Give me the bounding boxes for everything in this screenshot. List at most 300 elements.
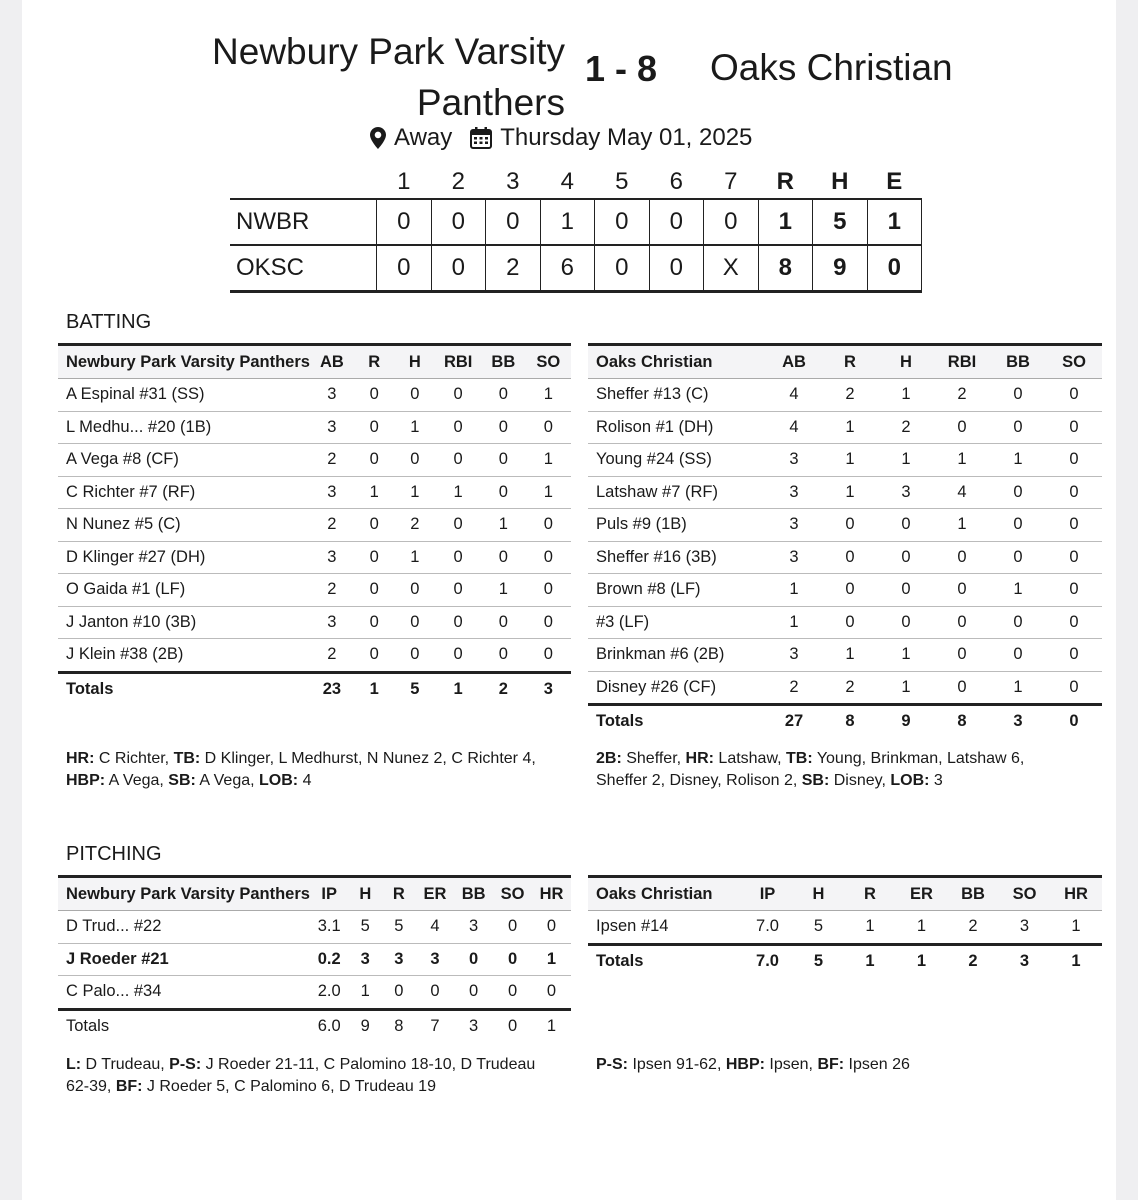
away-pitching-notes xyxy=(596,1054,1066,1076)
stat-cell: 3 xyxy=(766,444,822,477)
player-name: Ipsen #14 xyxy=(588,911,742,945)
column-header: IP xyxy=(310,877,349,911)
stat-cell: 0 xyxy=(354,639,395,673)
away-batting-table xyxy=(588,343,1102,738)
stat-cell: 0 xyxy=(532,976,571,1010)
column-header: HR xyxy=(1050,877,1102,911)
totals-cell: 23 xyxy=(310,672,354,705)
note-text: D Trudeau, xyxy=(81,1056,170,1073)
table-row xyxy=(58,911,571,944)
totals-label: Totals xyxy=(588,944,742,977)
totals-label: Totals xyxy=(58,672,310,705)
column-header: IP xyxy=(742,877,793,911)
table-row xyxy=(58,509,571,542)
stat-cell: 2 xyxy=(822,379,878,412)
stat-cell: 5 xyxy=(348,911,382,944)
totals-cell: 9 xyxy=(348,1009,382,1042)
stat-cell: 2 xyxy=(878,411,934,444)
column-header: AB xyxy=(766,345,822,379)
column-header: H xyxy=(878,345,934,379)
stat-cell: 0 xyxy=(1046,671,1102,705)
stat-cell: 0 xyxy=(526,411,571,444)
stat-cell: 1 xyxy=(990,574,1046,607)
stat-cell: 0 xyxy=(1046,444,1102,477)
line-score-table xyxy=(230,166,922,293)
column-header: R xyxy=(354,345,395,379)
stat-cell: 0 xyxy=(382,976,416,1010)
line-score-row xyxy=(230,245,922,292)
note-text: J Roeder 5, C Palomino 6, D Trudeau 19 xyxy=(142,1078,436,1095)
stat-cell: 0 xyxy=(354,444,395,477)
stat-cell: 0 xyxy=(934,639,990,672)
stat-cell: 1 xyxy=(526,444,571,477)
column-header: Newbury Park Varsity Panthers xyxy=(58,877,310,911)
stat-cell: 0 xyxy=(481,639,526,673)
stat-cell: 1 xyxy=(878,671,934,705)
stat-cell: 1 xyxy=(348,976,382,1010)
column-header: ER xyxy=(416,877,455,911)
column-header: BB xyxy=(454,877,493,911)
home-pitching-table xyxy=(58,875,571,1042)
stat-cell: 2 xyxy=(310,639,354,673)
player-name: Rolison #1 (DH) xyxy=(588,411,766,444)
note-label: L: xyxy=(66,1056,82,1073)
stat-cell: 0 xyxy=(435,509,481,542)
location-text: Away xyxy=(394,124,453,151)
table-header-row xyxy=(58,877,571,911)
player-name: C Palo... #34 xyxy=(58,976,310,1010)
note-text: Ipsen, xyxy=(764,1056,818,1073)
totals-cell: 7.0 xyxy=(742,944,793,977)
table-row xyxy=(58,976,571,1010)
note-label: P-S: xyxy=(169,1056,202,1073)
away-team-name: Oaks Christian xyxy=(710,47,953,88)
stat-cell: 1 xyxy=(934,444,990,477)
note-text: D Klinger, L Medhurst, N Nunez 2, C Richter 4, xyxy=(200,750,536,767)
errors-total: 0 xyxy=(867,245,922,292)
totals-label: Totals xyxy=(58,1009,310,1042)
stat-cell: 0 xyxy=(395,606,436,639)
stat-cell: 0 xyxy=(1046,606,1102,639)
stat-cell: 1 xyxy=(766,606,822,639)
home-batting-notes xyxy=(66,748,556,792)
stat-cell: 1 xyxy=(844,911,896,945)
stat-cell: 0 xyxy=(454,976,493,1010)
stat-cell: 3 xyxy=(382,943,416,976)
inning-score: 0 xyxy=(431,245,486,292)
stat-cell: 2 xyxy=(766,671,822,705)
stat-cell: 0 xyxy=(395,639,436,673)
stat-cell: 0 xyxy=(990,509,1046,542)
column-header: AB xyxy=(310,345,354,379)
stat-cell: 1 xyxy=(532,943,571,976)
note-label: TB: xyxy=(173,750,201,767)
table-row xyxy=(58,444,571,477)
stat-cell: 1 xyxy=(822,639,878,672)
stat-cell: 0 xyxy=(990,379,1046,412)
stat-cell: 0 xyxy=(1046,509,1102,542)
stat-cell: 0 xyxy=(481,541,526,574)
stat-cell: 0 xyxy=(435,411,481,444)
player-name: Puls #9 (1B) xyxy=(588,509,766,542)
table-header-row xyxy=(58,345,571,379)
home-pitching-notes xyxy=(66,1054,556,1098)
home-batting-table xyxy=(58,343,571,705)
stat-cell: 1 xyxy=(395,476,436,509)
column-header: BB xyxy=(990,345,1046,379)
stat-cell: 0 xyxy=(526,574,571,607)
column-header: RBI xyxy=(934,345,990,379)
column-header: R xyxy=(844,877,896,911)
stat-cell: 0 xyxy=(435,639,481,673)
stat-cell: 0 xyxy=(354,574,395,607)
stat-cell: 0 xyxy=(526,541,571,574)
errors-total: 1 xyxy=(867,199,922,245)
note-text: Disney, xyxy=(829,772,891,789)
table-row xyxy=(58,639,571,673)
stat-cell: 0 xyxy=(990,476,1046,509)
note-text: C Richter, xyxy=(94,750,174,767)
note-text: Ipsen 91-62, xyxy=(628,1056,726,1073)
note-text: A Vega, xyxy=(105,772,169,789)
stat-cell: 0 xyxy=(822,509,878,542)
stat-cell: 2 xyxy=(934,379,990,412)
totals-cell: 1 xyxy=(844,944,896,977)
inning-header: 2 xyxy=(451,168,465,195)
stat-cell: 0 xyxy=(822,606,878,639)
stat-cell: 0 xyxy=(822,541,878,574)
stat-cell: 0 xyxy=(435,379,481,412)
note-label: SB: xyxy=(168,772,196,789)
stat-cell: 1 xyxy=(990,444,1046,477)
player-name: Latshaw #7 (RF) xyxy=(588,476,766,509)
totals-label: Totals xyxy=(588,705,766,738)
stat-cell: 0 xyxy=(416,976,455,1010)
stat-cell: 1 xyxy=(481,574,526,607)
totals-cell: 2 xyxy=(481,672,526,705)
stat-cell: 0 xyxy=(481,444,526,477)
column-header: Newbury Park Varsity Panthers xyxy=(58,345,310,379)
calendar-icon xyxy=(470,127,492,149)
stat-cell: 0 xyxy=(878,541,934,574)
stat-cell: 0 xyxy=(395,444,436,477)
note-label: 2B: xyxy=(596,750,622,767)
table-row xyxy=(588,509,1102,542)
errors-header: E xyxy=(886,168,903,195)
totals-cell: 3 xyxy=(999,944,1050,977)
stat-cell: 3 xyxy=(348,943,382,976)
stat-cell: 0 xyxy=(1046,639,1102,672)
table-header-row xyxy=(588,345,1102,379)
column-header: H xyxy=(793,877,844,911)
totals-cell: 2 xyxy=(947,944,999,977)
stat-cell: 0 xyxy=(990,639,1046,672)
stat-cell: 0 xyxy=(526,606,571,639)
totals-cell: 9 xyxy=(878,705,934,738)
totals-cell: 8 xyxy=(822,705,878,738)
stat-cell: 1 xyxy=(878,444,934,477)
inning-header: 5 xyxy=(615,168,629,195)
final-score: 1 - 8 xyxy=(585,48,658,89)
totals-cell: 7 xyxy=(416,1009,455,1042)
column-header: SO xyxy=(999,877,1050,911)
note-label: TB: xyxy=(786,750,813,767)
stat-cell: 1 xyxy=(766,574,822,607)
stat-cell: 2 xyxy=(395,509,436,542)
totals-cell: 1 xyxy=(896,944,947,977)
totals-row xyxy=(588,705,1102,738)
inning-score: 0 xyxy=(486,199,541,245)
column-header: H xyxy=(395,345,436,379)
player-name: C Richter #7 (RF) xyxy=(58,476,310,509)
totals-row xyxy=(588,944,1102,977)
stat-cell: 0 xyxy=(435,606,481,639)
stat-cell: 4 xyxy=(766,411,822,444)
column-header: R xyxy=(822,345,878,379)
stat-cell: 2 xyxy=(310,444,354,477)
totals-row xyxy=(58,672,571,705)
stat-cell: 5 xyxy=(382,911,416,944)
totals-row xyxy=(58,1009,571,1042)
stat-cell: 3 xyxy=(310,606,354,639)
column-header: BB xyxy=(947,877,999,911)
note-text: Sheffer, xyxy=(621,750,686,767)
note-label: HR: xyxy=(685,750,714,767)
stat-cell: 0 xyxy=(934,411,990,444)
totals-cell: 3 xyxy=(454,1009,493,1042)
inning-score: 2 xyxy=(486,245,541,292)
note-label: HR: xyxy=(66,750,95,767)
stat-cell: 1 xyxy=(822,444,878,477)
player-name: D Klinger #27 (DH) xyxy=(58,541,310,574)
player-name: A Espinal #31 (SS) xyxy=(58,379,310,412)
table-row xyxy=(588,541,1102,574)
stat-cell: 0 xyxy=(934,671,990,705)
line-score-header xyxy=(230,166,922,199)
note-label: HBP: xyxy=(66,772,106,789)
column-header: Oaks Christian xyxy=(588,345,766,379)
line-score-row xyxy=(230,199,922,245)
stat-cell: 1 xyxy=(435,476,481,509)
table-row xyxy=(588,444,1102,477)
stat-cell: 4 xyxy=(416,911,455,944)
stat-cell: 0 xyxy=(1046,411,1102,444)
runs-total: 8 xyxy=(758,245,813,292)
stat-cell: 0 xyxy=(526,509,571,542)
stat-cell: 1 xyxy=(481,509,526,542)
stat-cell: 0 xyxy=(493,976,532,1010)
stat-cell: 4 xyxy=(934,476,990,509)
inning-header: 1 xyxy=(397,168,411,195)
date-group xyxy=(470,124,752,152)
stat-cell: 0 xyxy=(878,509,934,542)
date-text: Thursday May 01, 2025 xyxy=(500,124,753,151)
stat-cell: 2 xyxy=(310,509,354,542)
stat-cell: 0.2 xyxy=(310,943,349,976)
stat-cell: 1 xyxy=(395,411,436,444)
batting-section-title: BATTING xyxy=(66,311,152,333)
totals-cell: 3 xyxy=(990,705,1046,738)
hits-header: H xyxy=(831,168,849,195)
stat-cell: 1 xyxy=(878,379,934,412)
column-header: BB xyxy=(481,345,526,379)
inning-header: 3 xyxy=(506,168,520,195)
stat-cell: 0 xyxy=(822,574,878,607)
stat-cell: 0 xyxy=(990,541,1046,574)
player-name: Brinkman #6 (2B) xyxy=(588,639,766,672)
stat-cell: 2 xyxy=(310,574,354,607)
stat-cell: 3 xyxy=(766,509,822,542)
stat-cell: 0 xyxy=(1046,476,1102,509)
note-text: Young, Brinkman, Latshaw 6, Sheffer 2, Disney, Rolison 2, xyxy=(596,750,1025,789)
column-header: HR xyxy=(532,877,571,911)
stat-cell: 3 xyxy=(766,639,822,672)
stat-cell: 1 xyxy=(1050,911,1102,945)
stat-cell: 3 xyxy=(310,476,354,509)
totals-cell: 5 xyxy=(793,944,844,977)
stat-cell: 0 xyxy=(354,411,395,444)
table-header-row xyxy=(588,877,1102,911)
stat-cell: 0 xyxy=(481,379,526,412)
player-name: D Trud... #22 xyxy=(58,911,310,944)
hits-total: 5 xyxy=(813,199,868,245)
column-header: R xyxy=(382,877,416,911)
stat-cell: 1 xyxy=(526,476,571,509)
player-name: Disney #26 (CF) xyxy=(588,671,766,705)
stat-cell: 0 xyxy=(878,574,934,607)
stat-cell: 2.0 xyxy=(310,976,349,1010)
inning-score: X xyxy=(704,245,759,292)
stat-cell: 4 xyxy=(766,379,822,412)
table-row xyxy=(588,671,1102,705)
stat-cell: 3 xyxy=(310,541,354,574)
totals-cell: 8 xyxy=(934,705,990,738)
stat-cell: 0 xyxy=(526,639,571,673)
totals-cell: 3 xyxy=(526,672,571,705)
stat-cell: 0 xyxy=(1046,574,1102,607)
inning-score: 6 xyxy=(540,245,595,292)
stat-cell: 1 xyxy=(878,639,934,672)
table-row xyxy=(58,606,571,639)
stat-cell: 0 xyxy=(481,476,526,509)
player-name: J Roeder #21 xyxy=(58,943,310,976)
totals-cell: 5 xyxy=(395,672,436,705)
stat-cell: 3 xyxy=(999,911,1050,945)
table-row xyxy=(588,606,1102,639)
stat-cell: 1 xyxy=(822,411,878,444)
home-team-name: Newbury Park Varsity Panthers xyxy=(212,31,565,123)
stat-cell: 2 xyxy=(947,911,999,945)
stat-cell: 3 xyxy=(416,943,455,976)
table-row xyxy=(58,541,571,574)
stat-cell: 1 xyxy=(896,911,947,945)
stat-cell: 1 xyxy=(822,476,878,509)
column-header: H xyxy=(348,877,382,911)
totals-cell: 8 xyxy=(382,1009,416,1042)
stat-cell: 0 xyxy=(934,606,990,639)
inning-score: 1 xyxy=(540,199,595,245)
inning-score: 0 xyxy=(704,199,759,245)
table-row xyxy=(588,411,1102,444)
totals-cell: 27 xyxy=(766,705,822,738)
totals-cell: 1 xyxy=(435,672,481,705)
stat-cell: 3 xyxy=(878,476,934,509)
note-text: A Vega, xyxy=(195,772,260,789)
player-name: #3 (LF) xyxy=(588,606,766,639)
stat-cell: 0 xyxy=(934,574,990,607)
totals-cell: 1 xyxy=(532,1009,571,1042)
inning-header: 4 xyxy=(560,168,574,195)
stat-cell: 0 xyxy=(354,379,395,412)
stat-cell: 0 xyxy=(481,606,526,639)
totals-cell: 1 xyxy=(354,672,395,705)
note-label: P-S: xyxy=(596,1056,628,1073)
table-row xyxy=(58,379,571,412)
table-row xyxy=(588,379,1102,412)
stat-cell: 1 xyxy=(990,671,1046,705)
stat-cell: 0 xyxy=(354,509,395,542)
table-row xyxy=(588,476,1102,509)
player-name: Brown #8 (LF) xyxy=(588,574,766,607)
stat-cell: 0 xyxy=(354,606,395,639)
inning-score: 0 xyxy=(377,199,432,245)
stat-cell: 1 xyxy=(354,476,395,509)
inning-score: 0 xyxy=(595,199,650,245)
table-row xyxy=(588,911,1102,945)
hits-total: 9 xyxy=(813,245,868,292)
stat-cell: 0 xyxy=(435,444,481,477)
stat-cell: 0 xyxy=(934,541,990,574)
stat-cell: 3.1 xyxy=(310,911,349,944)
stat-cell: 0 xyxy=(532,911,571,944)
inning-score: 0 xyxy=(431,199,486,245)
stat-cell: 0 xyxy=(395,574,436,607)
player-name: Sheffer #16 (3B) xyxy=(588,541,766,574)
stat-cell: 3 xyxy=(454,911,493,944)
away-batting-notes xyxy=(596,748,1066,792)
box-score-page xyxy=(22,0,1116,1200)
inning-score: 0 xyxy=(649,199,704,245)
table-row xyxy=(588,574,1102,607)
player-name: J Klein #38 (2B) xyxy=(58,639,310,673)
stat-cell: 0 xyxy=(435,574,481,607)
inning-score: 0 xyxy=(649,245,704,292)
note-label: SB: xyxy=(801,772,830,789)
player-name: N Nunez #5 (C) xyxy=(58,509,310,542)
note-text: 4 xyxy=(298,772,312,789)
pitching-section-title: PITCHING xyxy=(66,843,162,865)
note-text: 3 xyxy=(929,772,943,789)
column-header: SO xyxy=(1046,345,1102,379)
player-name: Young #24 (SS) xyxy=(588,444,766,477)
note-label: LOB: xyxy=(259,772,299,789)
stat-cell: 0 xyxy=(481,411,526,444)
stat-cell: 0 xyxy=(990,606,1046,639)
table-row xyxy=(58,476,571,509)
game-meta xyxy=(370,124,752,152)
column-header: ER xyxy=(896,877,947,911)
stat-cell: 7.0 xyxy=(742,911,793,945)
stat-cell: 3 xyxy=(766,476,822,509)
stat-cell: 1 xyxy=(526,379,571,412)
table-row xyxy=(588,639,1102,672)
stat-cell: 0 xyxy=(493,943,532,976)
stat-cell: 0 xyxy=(354,541,395,574)
stat-cell: 0 xyxy=(1046,379,1102,412)
note-text: J Roeder 21-11, C Palomino 18-10, D Trudeau 62-39, xyxy=(66,1056,536,1095)
runs-header: R xyxy=(776,168,794,195)
team-abbr: OKSC xyxy=(236,254,305,281)
